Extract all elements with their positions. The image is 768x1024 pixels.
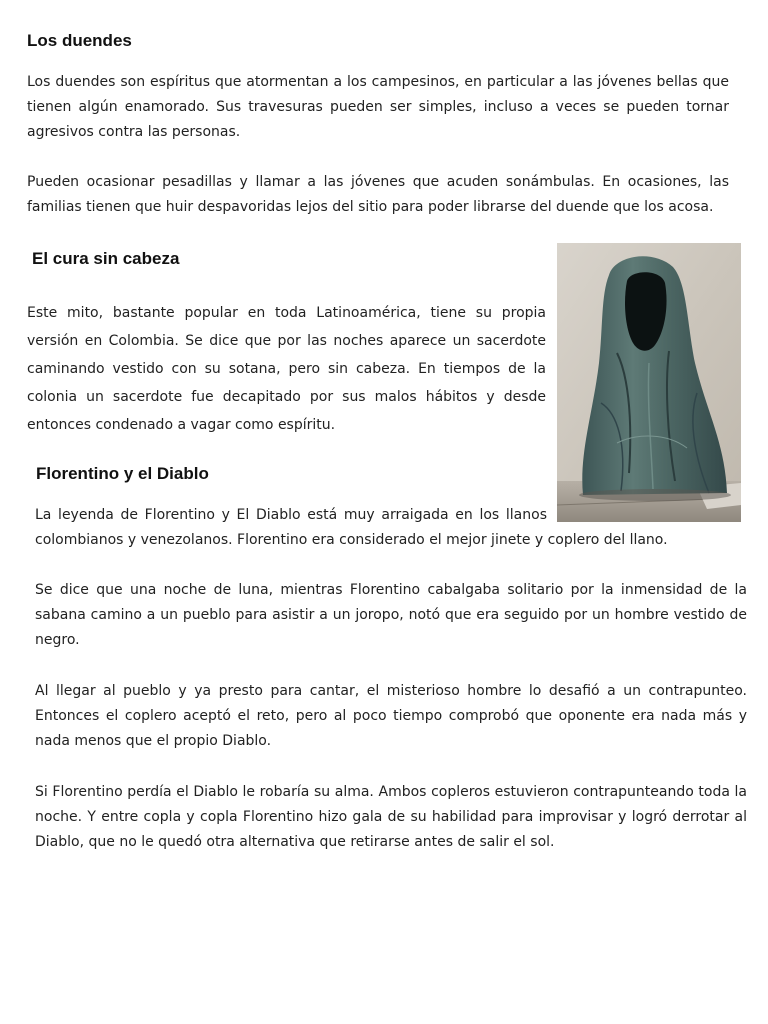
paragraph-duendes-1: Los duendes son espíritus que atormentan a los campesinos, en particular a las jóvenes bellas que tienen algún enamorado. Sus travesuras pueden ser simples, incluso a veces se pueden tornar agresivos contra las personas.	[27, 74, 729, 140]
paragraph-florentino-1a: La leyenda de Florentino y El Diablo está muy arraigada en los llanos	[35, 507, 547, 523]
paragraph-cura-1: Este mito, bastante popular en toda Latinoamérica, tiene su propia versión en Colombia. Se dice que por las noches aparece un sacerdote caminando vestido con su sotana, pero sin cabeza. En tiempos de la colonia un sacerdote fue decapitado por sus malos hábitos y desde entonces condenado a vagar como espíritu.	[27, 305, 546, 433]
heading-los-duendes: Los duendes	[27, 31, 132, 50]
paragraph-florentino-3: Al llegar al pueblo y ya presto para cantar, el misterioso hombre lo desafió a un contrapunteo. Entonces el coplero aceptó el reto, pero al poco tiempo comprobó que oponente era nada más y nada menos que el propio Diablo.	[35, 683, 747, 749]
paragraph-florentino-1b: colombianos y venezolanos. Florentino era considerado el mejor jinete y coplero del llano.	[35, 532, 668, 548]
paragraph-florentino-4: Si Florentino perdía el Diablo le robaría su alma. Ambos copleros estuvieron contrapunteando toda la noche. Y entre copla y copla Florentino hizo gala de su habilidad para improvisar y logró derrotar al Diablo, que no le quedó otra alternativa que retirarse antes de salir el sol.	[35, 784, 747, 850]
paragraph-duendes-2: Pueden ocasionar pesadillas y llamar a las jóvenes que acuden sonámbulas. En ocasiones, las familias tienen que huir despavoridas lejos del sitio para poder librarse del duende que los acosa.	[27, 174, 729, 215]
heading-el-cura-sin-cabeza: El cura sin cabeza	[32, 249, 180, 268]
heading-florentino-y-el-diablo: Florentino y el Diablo	[36, 464, 209, 483]
paragraph-florentino-2: Se dice que una noche de luna, mientras Florentino cabalgaba solitario por la inmensidad de la sabana camino a un pueblo para asistir a un joropo, notó que era seguido por un hombre vestido de negro.	[35, 582, 747, 648]
hooded-figure-statue-image	[557, 243, 741, 522]
